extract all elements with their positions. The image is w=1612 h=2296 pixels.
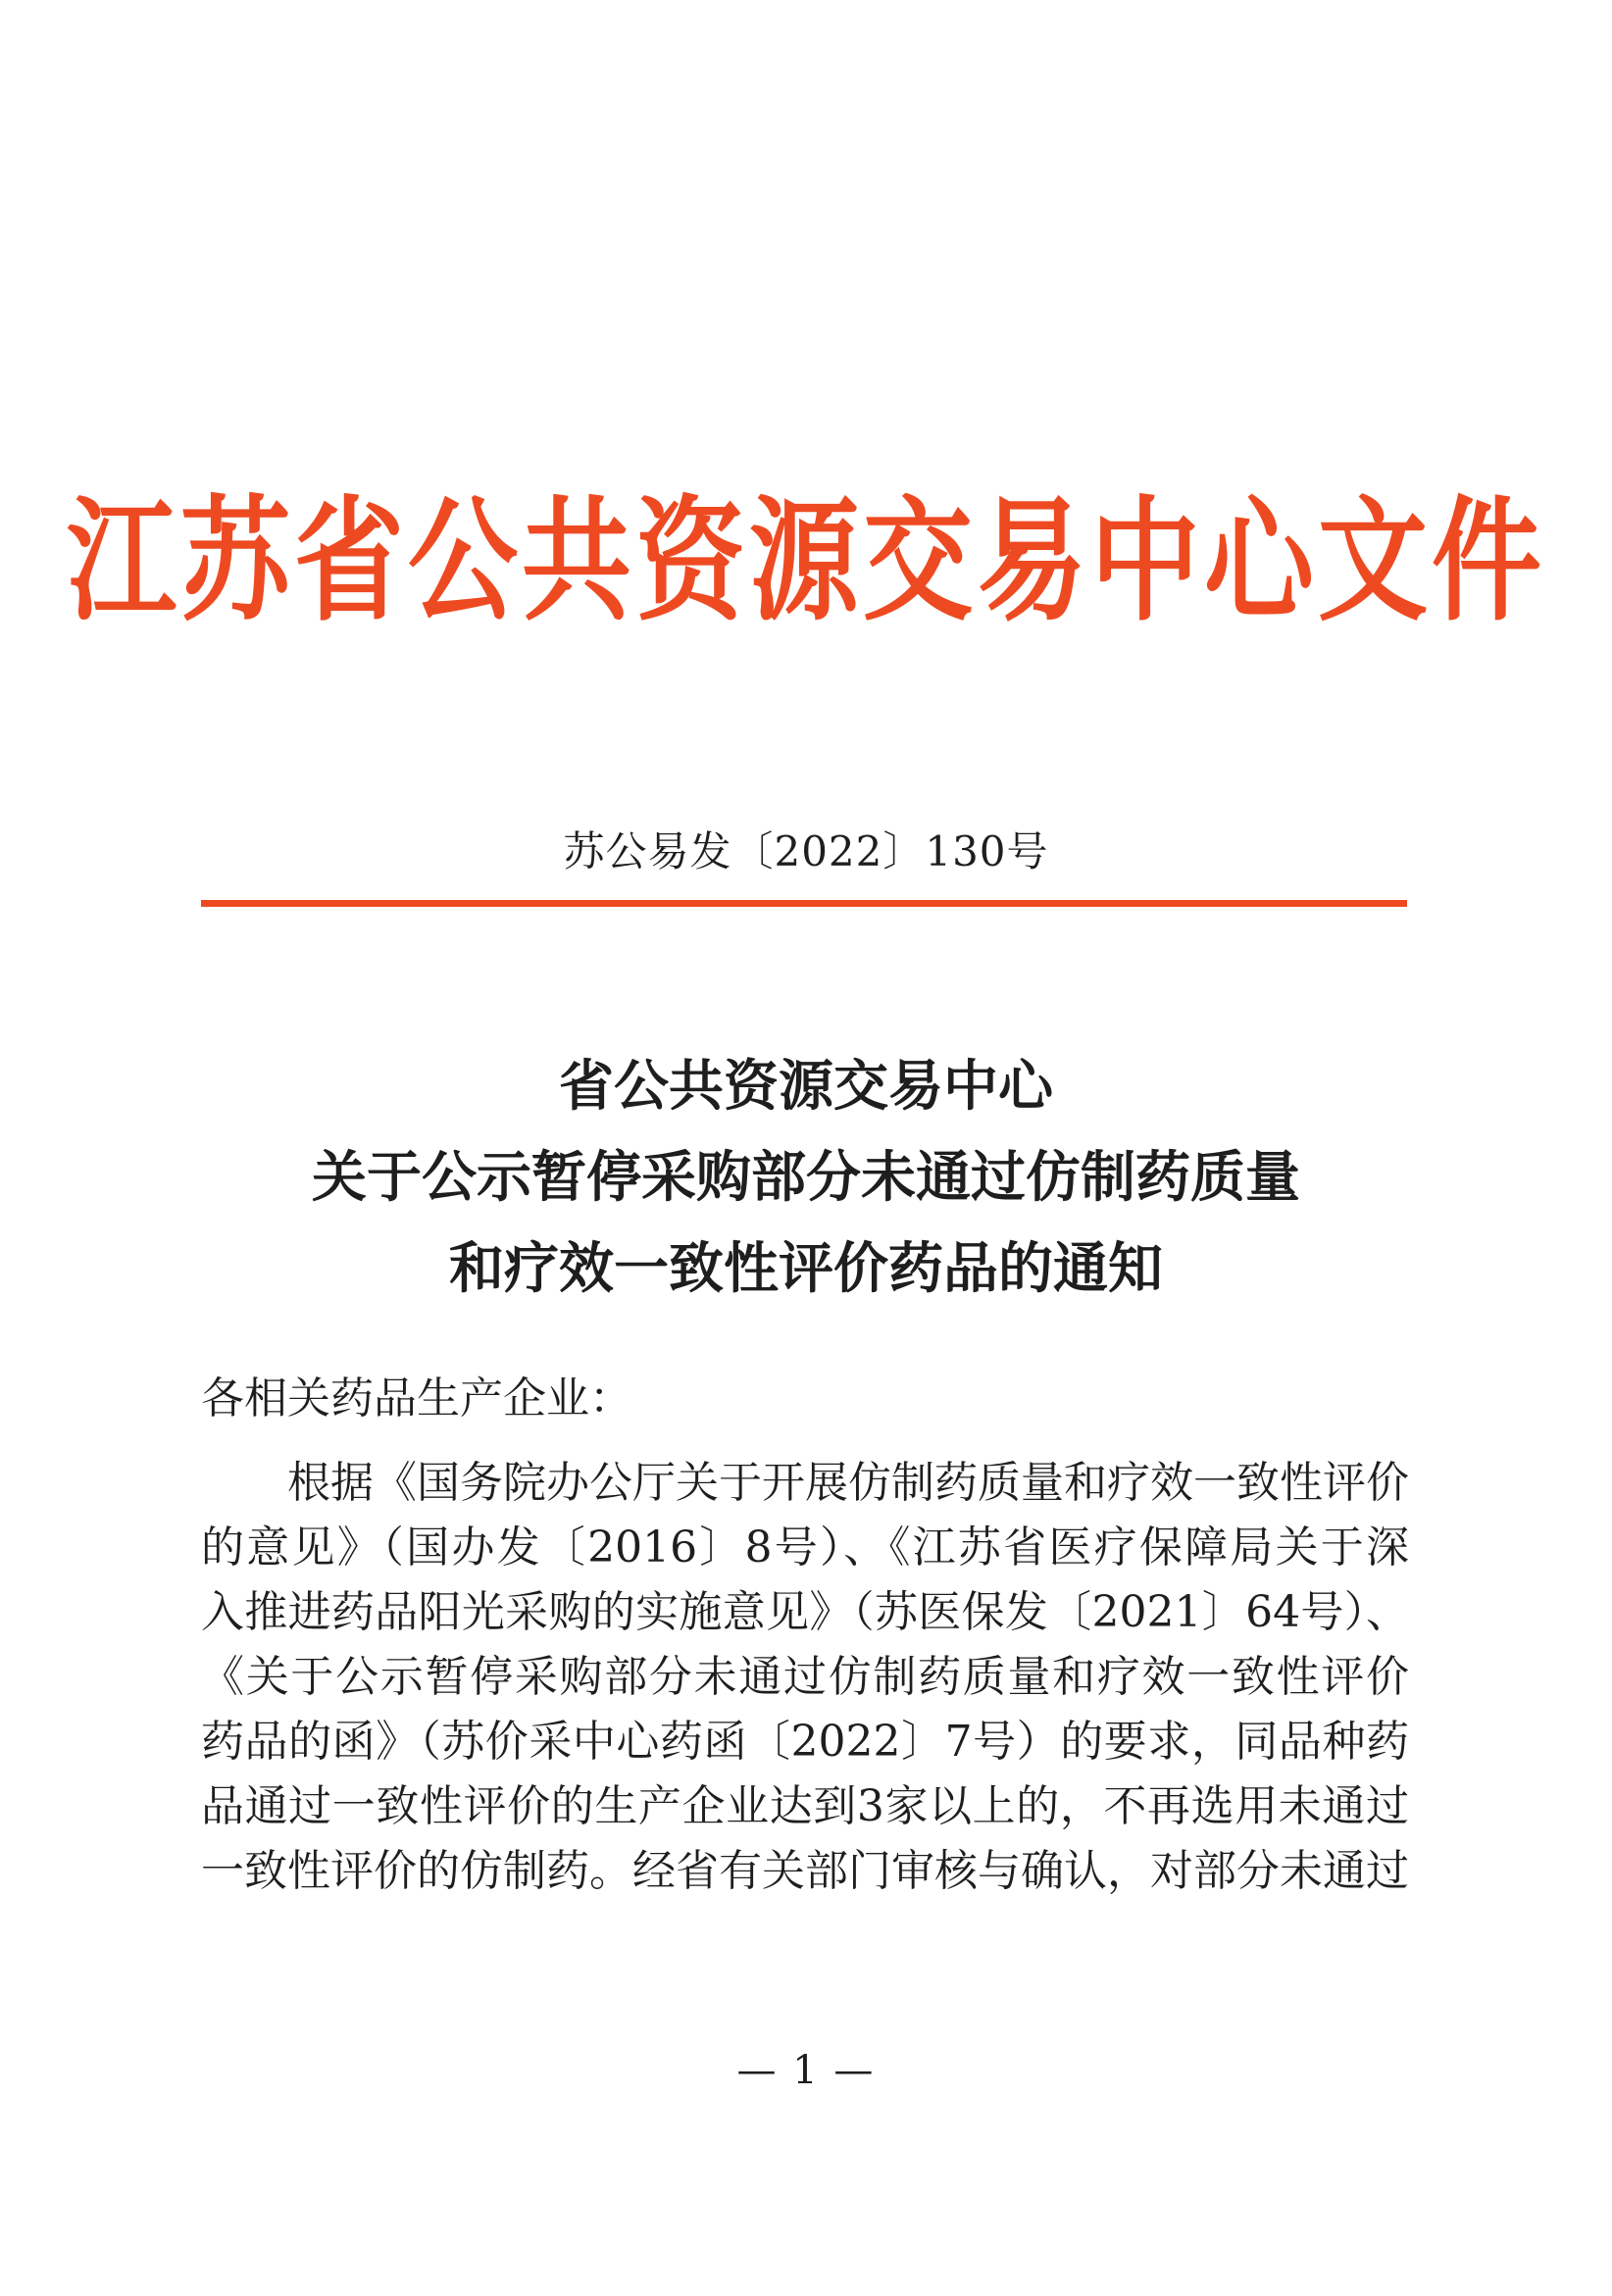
red-divider-line [201, 900, 1407, 907]
salutation: 各相关药品生产企业： [201, 1373, 632, 1423]
body-line-6: 品通过一致性评价的生产企业达到3家以上的，不再选用未通过 [201, 1781, 1409, 1831]
body-line-1: 根据《国务院办公厅关于开展仿制药质量和疗效一致性评价 [287, 1458, 1409, 1508]
page-number: — 1 — [736, 2048, 876, 2093]
body-line-3: 入推进药品阳光采购的实施意见》（苏医保发〔2021〕64号）、 [201, 1587, 1409, 1637]
masthead-title: 江苏省公共资源交易中心文件 [67, 484, 1545, 640]
title-line-3: 和疗效一致性评价药品的通知 [449, 1237, 1163, 1301]
body-paragraph [201, 1451, 1409, 1904]
body-line-2: 的意见》（国办发〔2016〕8号）、《江苏省医疗保障局关于深 [201, 1522, 1409, 1572]
body-line-5: 药品的函》（苏价采中心药函〔2022〕7号）的要求，同品种药 [201, 1717, 1409, 1767]
title-line-2: 关于公示暂停采购部分未通过仿制药质量 [312, 1146, 1300, 1210]
document-number: 苏公易发〔2022〕130号 [563, 827, 1049, 875]
body-line-7: 一致性评价的仿制药。经省有关部门审核与确认，对部分未通过 [201, 1846, 1409, 1896]
body-line-4: 《关于公示暂停采购部分未通过仿制药质量和疗效一致性评价 [201, 1652, 1409, 1702]
title-line-1: 省公共资源交易中心 [559, 1055, 1053, 1119]
notice-title [0, 1041, 1612, 1315]
